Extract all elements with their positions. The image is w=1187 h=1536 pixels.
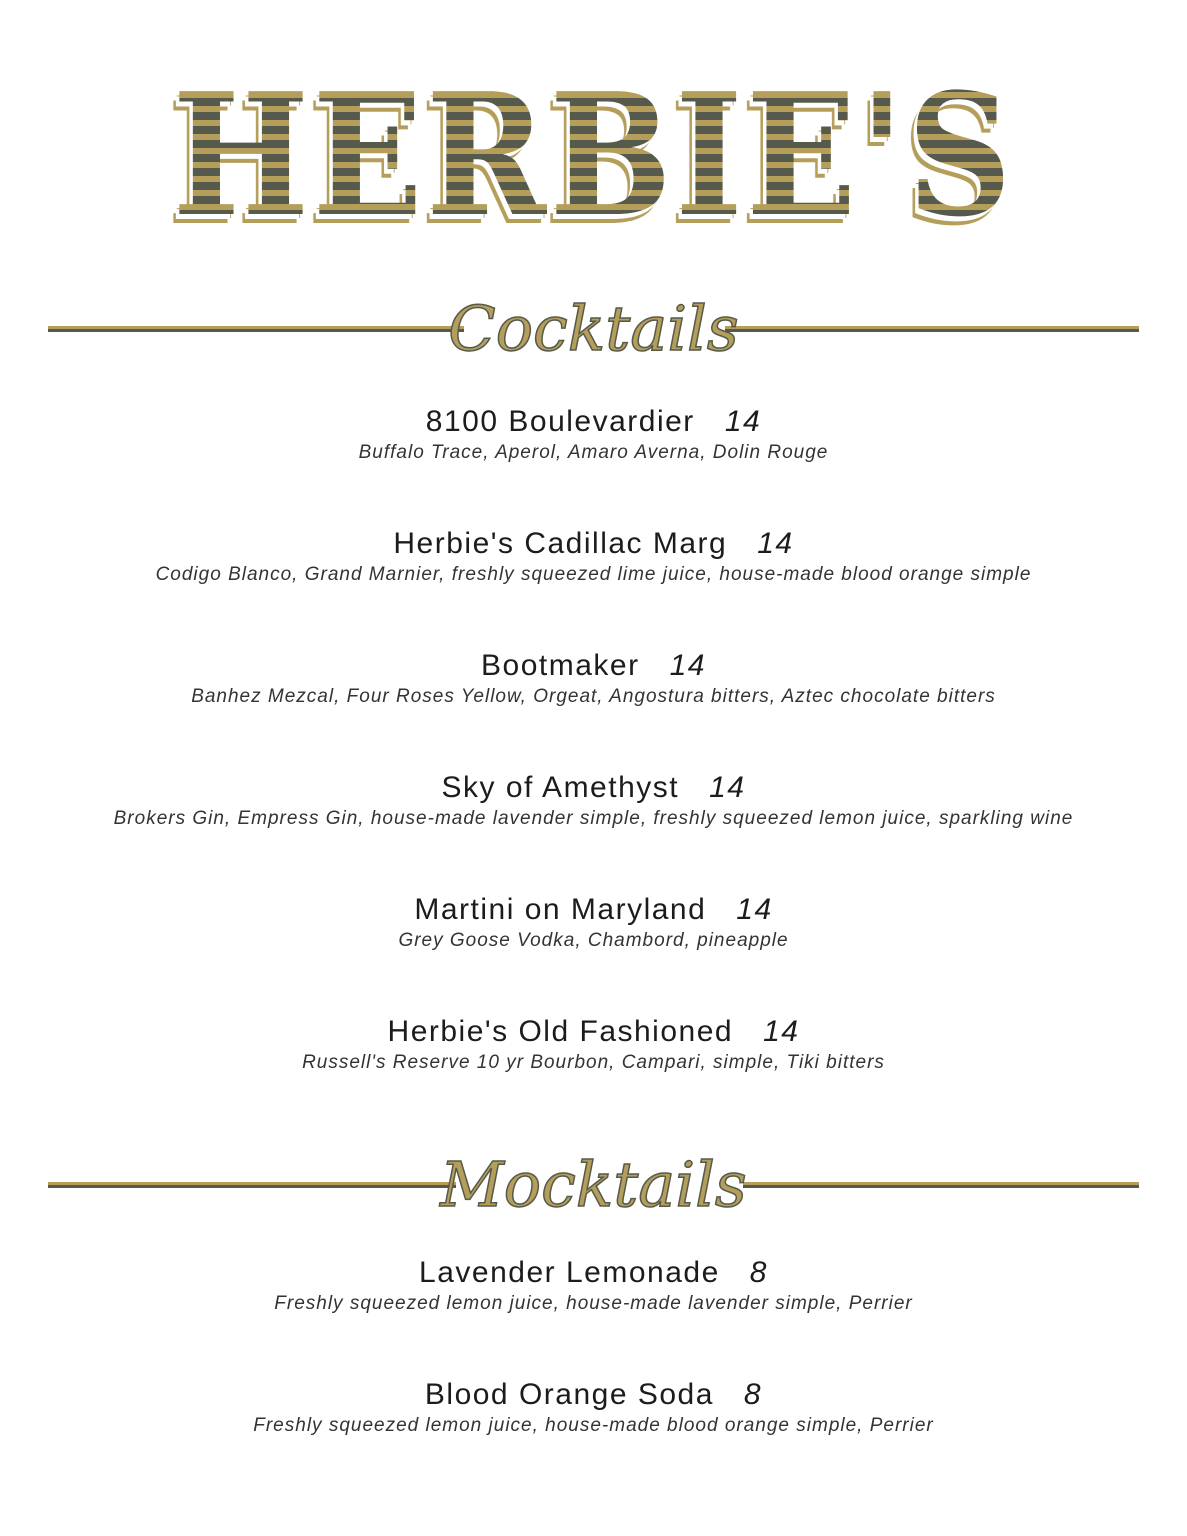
item-name: Blood Orange Soda <box>424 1378 714 1411</box>
mocktails-header <box>48 1140 1139 1230</box>
item-description: Brokers Gin, Empress Gin, house-made lavender simple, freshly squeezed lemon juice, sparkling wine <box>113 808 1074 829</box>
item-name-line <box>0 1377 1187 1413</box>
menu-item <box>0 1255 1187 1317</box>
item-name: Sky of Amethyst <box>441 771 680 804</box>
item-name: Bootmaker <box>481 649 640 682</box>
item-name-line <box>0 1255 1187 1291</box>
logo-text: HERBIE'S <box>172 56 1015 254</box>
item-name: Herbie's Cadillac Marg <box>393 527 728 560</box>
item-price: 14 <box>724 405 762 438</box>
item-description: Freshly squeezed lemon juice, house-made lavender simple, Perrier <box>274 1293 913 1314</box>
menu-item <box>0 1014 1187 1076</box>
section-title: Cocktails <box>448 292 739 365</box>
item-name: 8100 Boulevardier <box>425 405 695 438</box>
item-name-line <box>0 648 1187 684</box>
item-name-line <box>0 404 1187 440</box>
menu-item <box>0 770 1187 832</box>
section-title: Mocktails <box>440 1148 747 1221</box>
item-description: Grey Goose Vodka, Chambord, pineapple <box>398 930 789 951</box>
item-price: 14 <box>669 649 706 682</box>
menu-item <box>0 404 1187 466</box>
item-name: Lavender Lemonade <box>419 1256 720 1289</box>
herbies-logo <box>0 56 1187 254</box>
item-name: Martini on Maryland <box>414 893 707 926</box>
item-description: Russell's Reserve 10 yr Bourbon, Campari, simple, Tiki bitters <box>302 1052 885 1073</box>
item-description: Codigo Blanco, Grand Marnier, freshly squeezed lime juice, house-made blood orange simple <box>155 564 1032 585</box>
item-price: 8 <box>743 1378 763 1411</box>
item-name-line <box>0 770 1187 806</box>
item-price: 14 <box>763 1015 800 1048</box>
item-description: Freshly squeezed lemon juice, house-made blood orange simple, Perrier <box>253 1415 934 1436</box>
item-price: 14 <box>736 893 773 926</box>
item-price: 14 <box>757 527 794 560</box>
item-description: Buffalo Trace, Aperol, Amaro Averna, Dolin Rouge <box>358 442 829 463</box>
item-name-line <box>0 1014 1187 1050</box>
cocktails-header <box>48 284 1139 374</box>
item-name-line <box>0 526 1187 562</box>
item-name-line <box>0 892 1187 928</box>
item-price: 14 <box>709 771 746 804</box>
item-description: Banhez Mezcal, Four Roses Yellow, Orgeat, Angostura bitters, Aztec chocolate bitters <box>191 686 996 707</box>
item-price: 8 <box>749 1256 768 1289</box>
menu-item <box>0 648 1187 710</box>
menu-item <box>0 1377 1187 1439</box>
menu-item <box>0 526 1187 588</box>
item-name: Herbie's Old Fashioned <box>387 1015 734 1048</box>
menu-item <box>0 892 1187 954</box>
